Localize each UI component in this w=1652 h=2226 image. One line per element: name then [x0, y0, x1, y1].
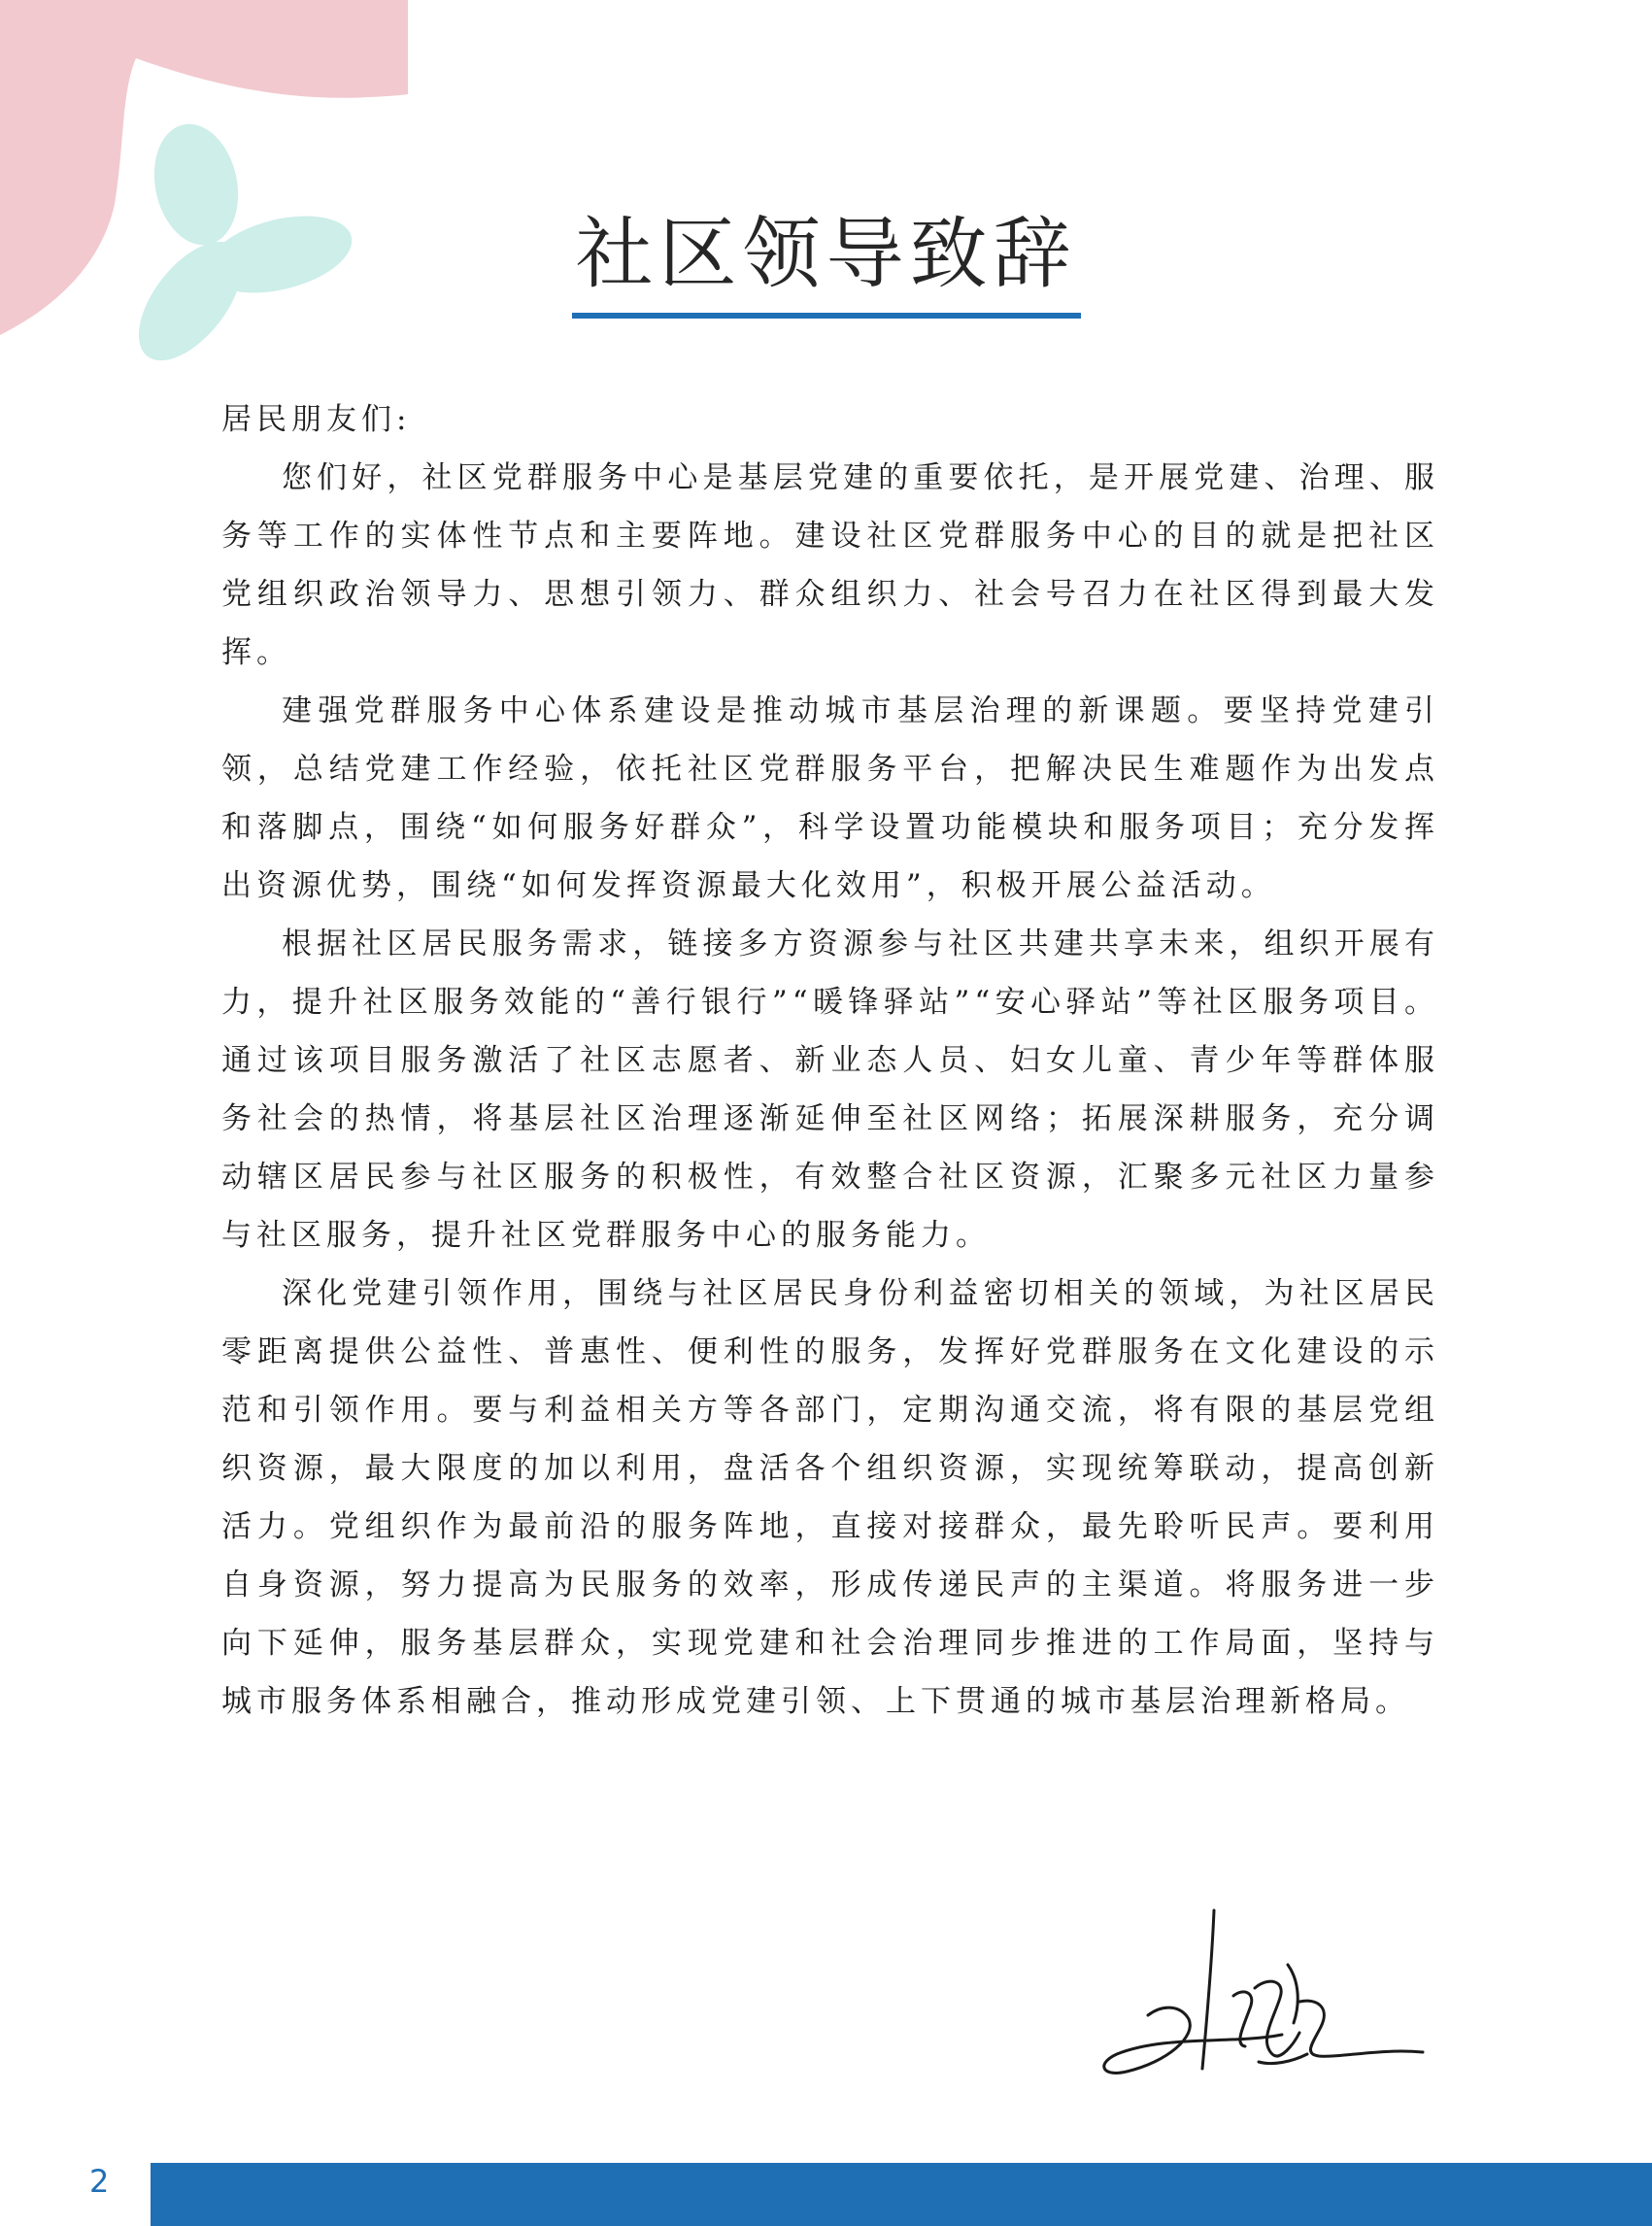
- handwritten-signature: [1088, 1899, 1437, 2093]
- letter-body: [221, 390, 1439, 1731]
- letter-paragraph-1: 您们好，社区党群服务中心是基层党建的重要依托，是开展党建、治理、服务等工作的实体性节点和主要阵地。建设社区党群服务中心的目的就是把社区党组织政治领导力、思想引领力、群众组织力、社会号召力在社区得到最大发挥。: [221, 460, 1439, 670]
- footer-bar: [151, 2163, 1652, 2226]
- letter-paragraph-3: 根据社区居民服务需求，链接多方资源参与社区共建共享未来，组织开展有力，提升社区服务效能的“善行银行”“暖锋驿站”“安心驿站”等社区服务项目。通过该项目服务激活了社区志愿者、新业态人员、妇女儿童、青少年等群体服务社会的热情，将基层社区治理逐渐延伸至社区网络；拓展深耕服务，充分调动辖区居民参与社区服务的积极性，有效整合社区资源，汇聚多元社区力量参与社区服务，提升社区党群服务中心的服务能力。: [221, 927, 1439, 1253]
- page-number: 2: [89, 2163, 110, 2200]
- page-title: 社区领导致辞: [572, 206, 1081, 319]
- corner-decoration: [0, 0, 408, 388]
- title-container: [0, 206, 1652, 319]
- letter-paragraph-2: 建强党群服务中心体系建设是推动城市基层治理的新课题。要坚持党建引领，总结党建工作经验，依托社区党群服务平台，把解决民生难题作为出发点和落脚点，围绕“如何服务好群众”，科学设置功能模块和服务项目；充分发挥出资源优势，围绕“如何发挥资源最大化效用”，积极开展公益活动。: [221, 693, 1439, 903]
- letter-greeting: 居民朋友们:: [221, 402, 412, 437]
- letter-paragraph-4: 深化党建引领作用，围绕与社区居民身份利益密切相关的领域，为社区居民零距离提供公益性、普惠性、便利性的服务，发挥好党群服务在文化建设的示范和引领作用。要与利益相关方等各部门，定期沟通交流，将有限的基层党组织资源，最大限度的加以利用，盘活各个组织资源，实现统筹联动，提高创新活力。党组织作为最前沿的服务阵地，直接对接群众，最先聆听民声。要利用自身资源，努力提高为民服务的效率，形成传递民声的主渠道。将服务进一步向下延伸，服务基层群众，实现党建和社会治理同步推进的工作局面，坚持与城市服务体系相融合，推动形成党建引领、上下贯通的城市基层治理新格局。: [221, 1276, 1439, 1719]
